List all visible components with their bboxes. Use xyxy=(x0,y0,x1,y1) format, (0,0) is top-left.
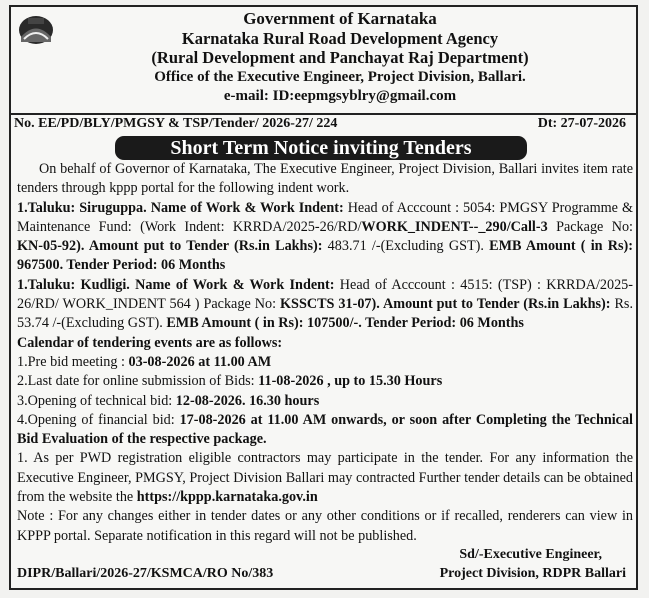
calendar-heading: Calendar of tendering events are as follows: xyxy=(17,334,283,351)
eligibility-paragraph: 1. As per PWD registration eligible contractors may participate in the tender. For any information the Executive Engineer, PMGSY, Project Division Ballari may contracted Further tender details can be obtained from the website the https://kppp.karnataka.gov.in xyxy=(17,450,633,506)
work-item-2: 1.Taluku: Kudligi. Name of Work & Work Indent: Head of Acccount : 4515: (TSP) : KRRDA/2025-26/RD/ WORK_INDENT 564 ) Package No: KSSCTS 31-07). Amount put to Tender (Rs.in Lakhs): Rs. 53.74 /-(Excluding GST). EMB Amount ( in Rs): 107500/-. Tender Period: 06 Months xyxy=(17,276,633,332)
notice-body xyxy=(17,160,633,546)
header-line-1: Government of Karnataka xyxy=(243,9,437,28)
calendar-event-1: 1.Pre bid meeting : 03-08-2026 at 11.00 AM xyxy=(17,353,272,370)
header-email: e-mail: ID:eepmgsyblry@gmail.com xyxy=(223,88,457,104)
header-line-2: Karnataka Rural Road Development Agency xyxy=(181,28,499,48)
karnataka-emblem-icon xyxy=(16,12,56,46)
header-line-3: (Rural Development and Panchayat Raj Department) xyxy=(151,48,529,67)
reference-date: Dt: 27-07-2026 xyxy=(537,116,626,131)
signature-line-2: Project Division, RDPR Ballari xyxy=(439,566,626,581)
footer-line xyxy=(17,566,632,582)
reference-number: No. EE/PD/BLY/PMGSY & TSP/Tender/ 2026-27/ 224 xyxy=(14,116,338,131)
calendar-event-3: 3.Opening of technical bid: 12-08-2026. 16.30 hours xyxy=(17,392,320,409)
notice-title: Short Term Notice inviting Tenders xyxy=(115,136,527,160)
header-line-4: Office of the Executive Engineer, Project Division, Ballari. xyxy=(154,68,526,85)
signature-line-1: Sd/-Executive Engineer, xyxy=(459,547,602,562)
dipr-reference: DIPR/Ballari/2026-27/KSMCA/RO No/383 xyxy=(17,566,274,581)
notice-header xyxy=(60,9,620,107)
divider xyxy=(11,113,636,115)
calendar-event-2: 2.Last date for online submission of Bids: 11-08-2026 , up to 15.30 Hours xyxy=(17,373,443,390)
reference-line xyxy=(14,116,632,132)
intro-paragraph: On behalf of Governor of Karnataka, The Executive Engineer, Project Division, Ballari invites item rate tenders through kppp portal for the following indent work. xyxy=(17,161,633,197)
work-item-1: 1.Taluku: Siruguppa. Name of Work & Work Indent: Head of Acccount : 5054: PMGSY Programme & Maintenance Fund: (Work Indent: KRRDA/2025-26/RD/WORK_INDENT--_290/Call-3 Package No: KN-05-92). Amount put to Tender (Rs.in Lakhs): 483.71 /-(Excluding GST). EMB Amount ( in Rs): 967500. Tender Period: 06 Months xyxy=(17,199,634,274)
note-paragraph: Note : For any changes either in tender dates or any other conditions or if recalled, renderers can view in KPPP portal. Separate notification in this regard will not be published. xyxy=(17,508,633,544)
portal-link[interactable]: https://kppp.karnataka.gov.in xyxy=(136,489,318,506)
calendar-event-4: 4.Opening of financial bid: 17-08-2026 at 11.00 AM onwards, or soon after Completing the Technical Bid Evaluation of the respective package. xyxy=(17,411,633,448)
